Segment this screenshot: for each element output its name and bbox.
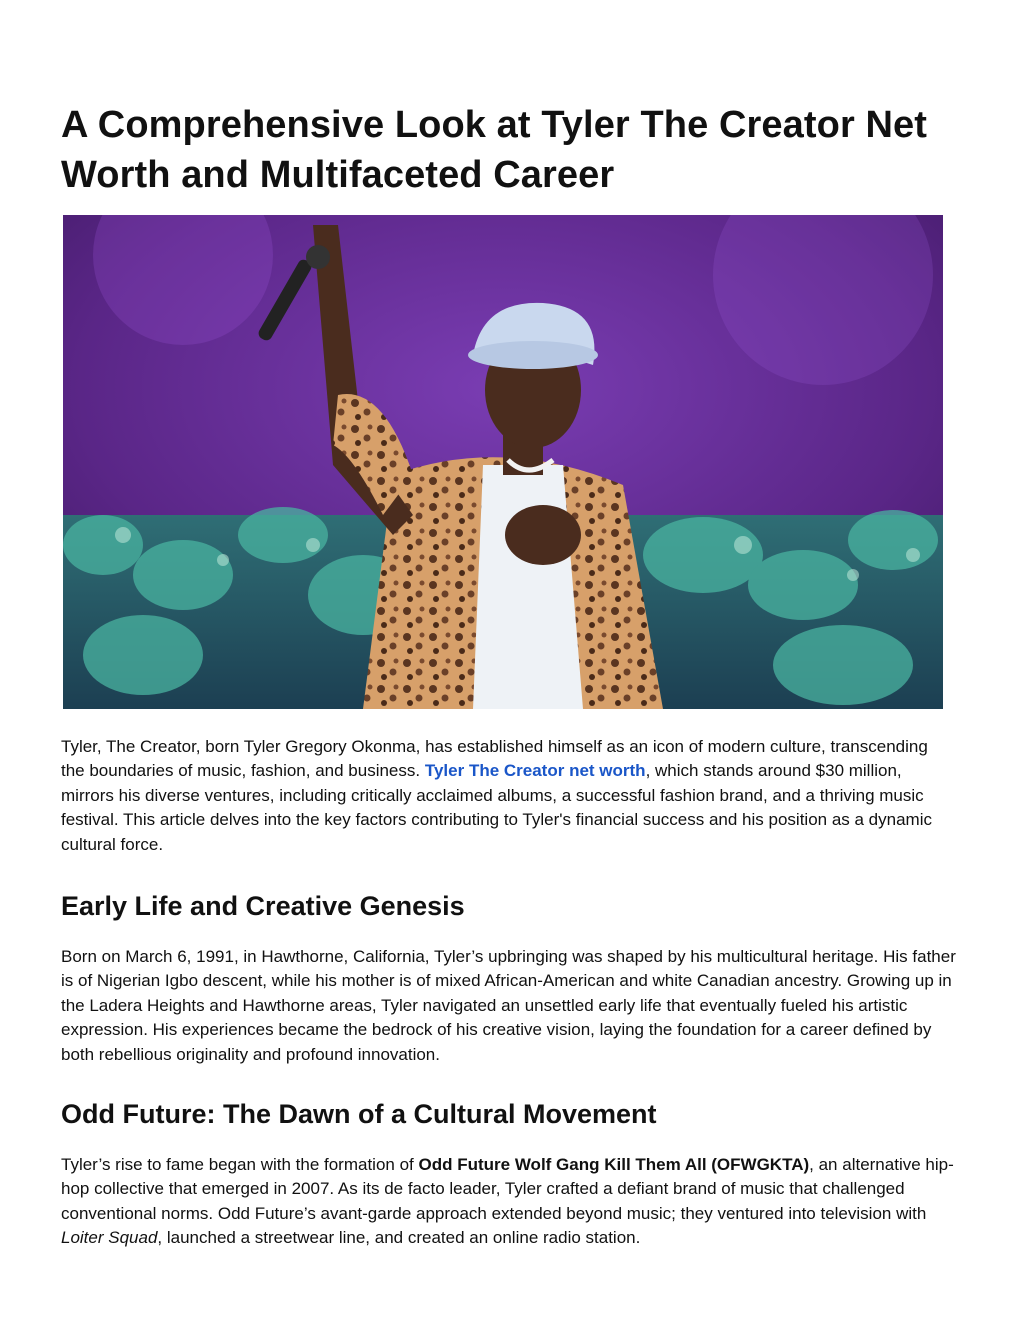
section-paragraph-early-life: Born on March 6, 1991, in Hawthorne, California, Tyler’s upbringing was shaped by his multicultural heritage. His father is of Nigerian Igbo descent, while his mother is of mixed African-American and white Canadian ancestry. Growing up in the Ladera Heights and Hawthorne areas, Tyler navigated an unsettled early life that eventually fueled his artistic expression. His experiences became the bedrock of his creative vision, laying the foundation for a career defined by both rebellious originality and profound innovation. — [61, 947, 956, 1064]
hero-image — [63, 215, 943, 709]
ofwgkta-bold: Odd Future Wolf Gang Kill Them All (OFWGKTA) — [418, 1155, 810, 1174]
loiter-squad-italic: Loiter Squad — [61, 1228, 158, 1248]
intro-text-after: , which stands around $30 million, mirrors his diverse ventures, including critically acclaimed albums, a successful fashion brand, and a thriving music festival. This article delves into the key factors contributing to Tyler's financial success and his position as a dynamic cultural force. — [61, 761, 932, 854]
section-heading-early-life: Early Life and Creative Genesis — [61, 891, 465, 921]
intro-text-before: Tyler, The Creator, born Tyler Gregory Okonma, has established himself as an icon of modern culture, transcending the boundaries of music, fashion, and business. — [61, 737, 928, 781]
odd-future-text-3: , launched a streetwear line, and created an online radio station. — [157, 1228, 641, 1248]
article-title: A Comprehensive Look at Tyler The Creator Net Worth and Multifaceted Career — [61, 104, 928, 196]
net-worth-link[interactable]: Tyler The Creator net worth — [424, 761, 646, 781]
intro-paragraph — [61, 735, 956, 857]
odd-future-text-2: , an alternative hip-hop collective that emerged in 2007. As its de facto leader, Tyler crafted a defiant brand of music that challenged conventional norms. Odd Future’s avant-garde approach extended beyond music; they ventured into television with — [61, 1155, 954, 1223]
hero-illustration — [63, 215, 943, 709]
section-heading-odd-future: Odd Future: The Dawn of a Cultural Movement — [61, 1099, 657, 1129]
odd-future-text-1: Tyler’s rise to fame began with the formation of — [61, 1155, 419, 1174]
section-paragraph-odd-future — [61, 1153, 956, 1251]
